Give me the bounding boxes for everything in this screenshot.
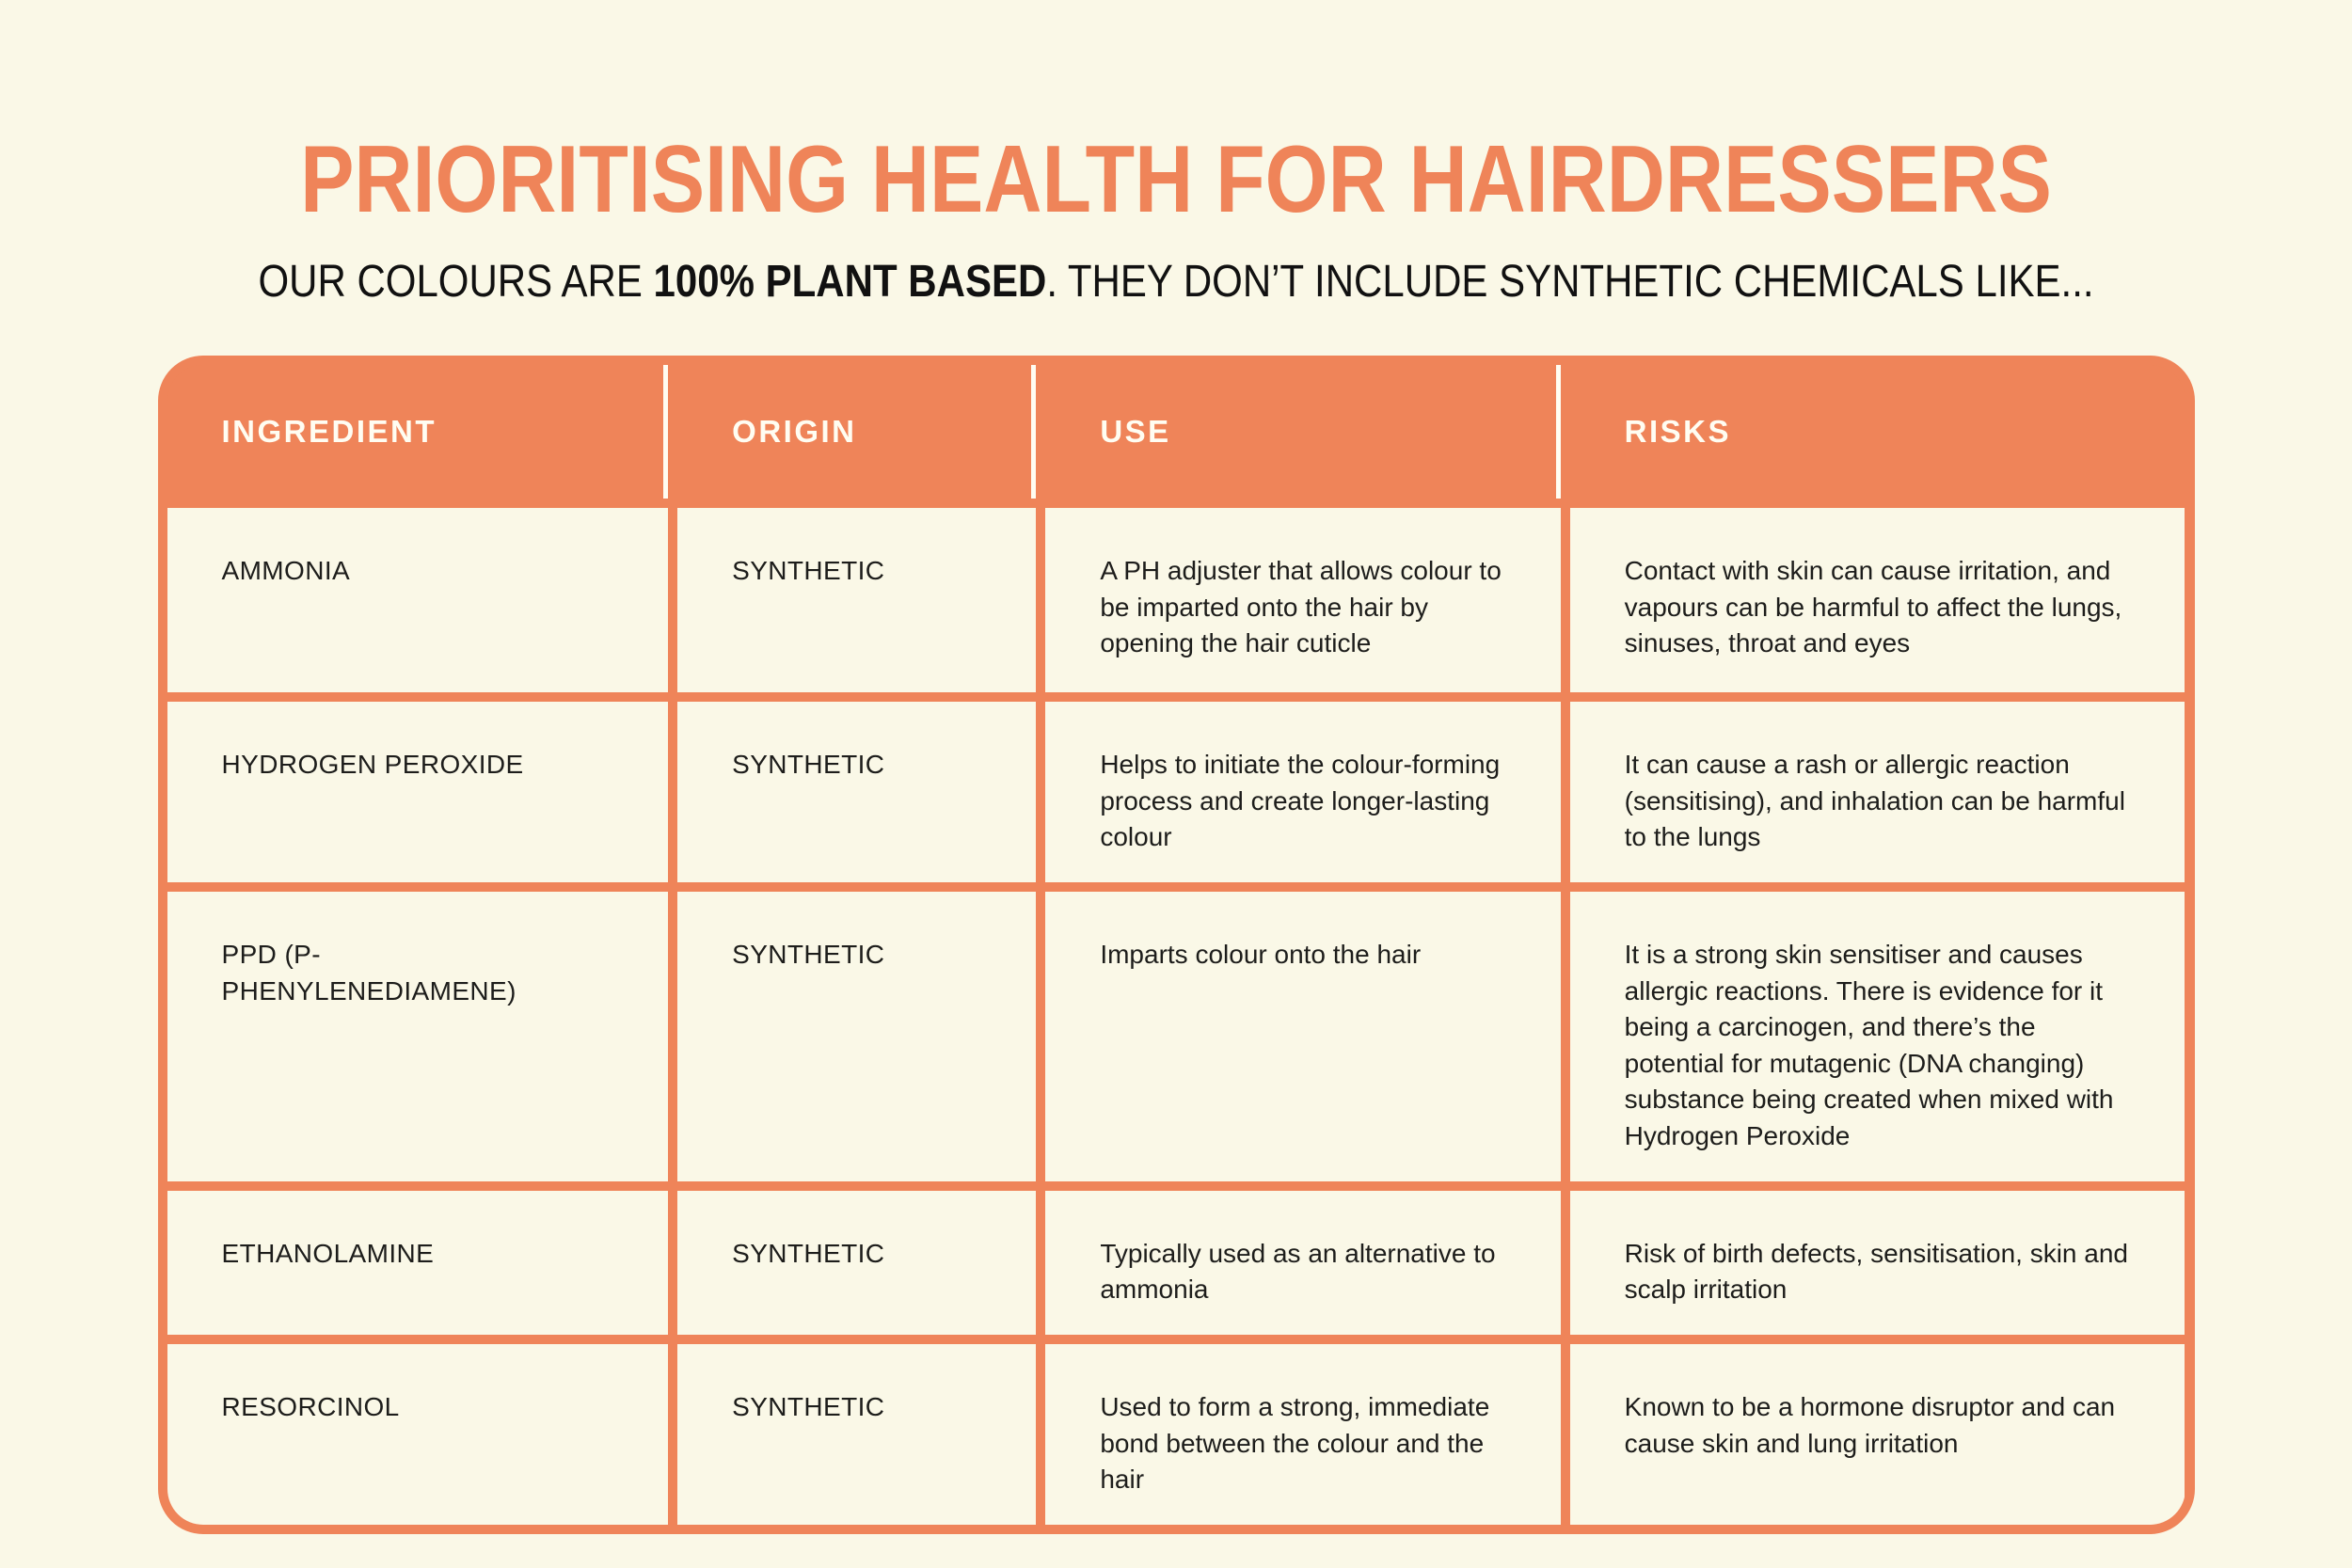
cell-origin: SYNTHETIC	[677, 702, 1036, 882]
subtitle-prefix: OUR COLOURS ARE	[258, 255, 654, 307]
column-header-risks: RISKS	[1570, 365, 2185, 499]
ingredients-table	[158, 356, 2195, 1534]
page-subtitle	[0, 255, 2352, 307]
cell-ingredient: ETHANOLAMINE	[167, 1191, 669, 1335]
cell-use: Helps to initiate the colour-forming process and create longer-lasting colour	[1045, 702, 1560, 882]
cell-ingredient: PPD (P-PHENYLENEDIAMENE)	[167, 892, 669, 1181]
cell-ingredient: RESORCINOL	[167, 1344, 669, 1525]
page-title: PRIORITISING HEALTH FOR HAIRDRESSERS	[300, 126, 2052, 233]
cell-ingredient: HYDROGEN PEROXIDE	[167, 702, 669, 882]
cell-risks: It is a strong skin sensitiser and causes allergic reactions. There is evidence for it being a carcinogen, and there’s the potential for mutagenic (DNA changing) substance being created when mixed with Hydrogen Peroxide	[1570, 892, 2185, 1181]
column-header-ingredient: INGREDIENT	[167, 365, 669, 499]
ingredients-table-grid	[158, 356, 2195, 1534]
cell-risks: Risk of birth defects, sensitisation, skin and scalp irritation	[1570, 1191, 2185, 1335]
column-header-origin: ORIGIN	[677, 365, 1036, 499]
cell-origin: SYNTHETIC	[677, 892, 1036, 1181]
cell-use: A PH adjuster that allows colour to be imparted onto the hair by opening the hair cuticle	[1045, 508, 1560, 692]
cell-use: Used to form a strong, immediate bond between the colour and the hair	[1045, 1344, 1560, 1525]
cell-origin: SYNTHETIC	[677, 508, 1036, 692]
subtitle-highlight: 100% PLANT BASED	[653, 255, 1047, 307]
cell-origin: SYNTHETIC	[677, 1191, 1036, 1335]
cell-origin: SYNTHETIC	[677, 1344, 1036, 1525]
cell-risks: Contact with skin can cause irritation, and vapours can be harmful to affect the lungs, sinuses, throat and eyes	[1570, 508, 2185, 692]
column-header-use: USE	[1045, 365, 1560, 499]
cell-risks: Known to be a hormone disruptor and can cause skin and lung irritation	[1570, 1344, 2185, 1525]
cell-risks: It can cause a rash or allergic reaction (sensitising), and inhalation can be harmful to the lungs	[1570, 702, 2185, 882]
subtitle-suffix: . THEY DON’T INCLUDE SYNTHETIC CHEMICALS LIKE...	[1046, 255, 2094, 307]
cell-use: Imparts colour onto the hair	[1045, 892, 1560, 1181]
cell-ingredient: AMMONIA	[167, 508, 669, 692]
cell-use: Typically used as an alternative to ammonia	[1045, 1191, 1560, 1335]
